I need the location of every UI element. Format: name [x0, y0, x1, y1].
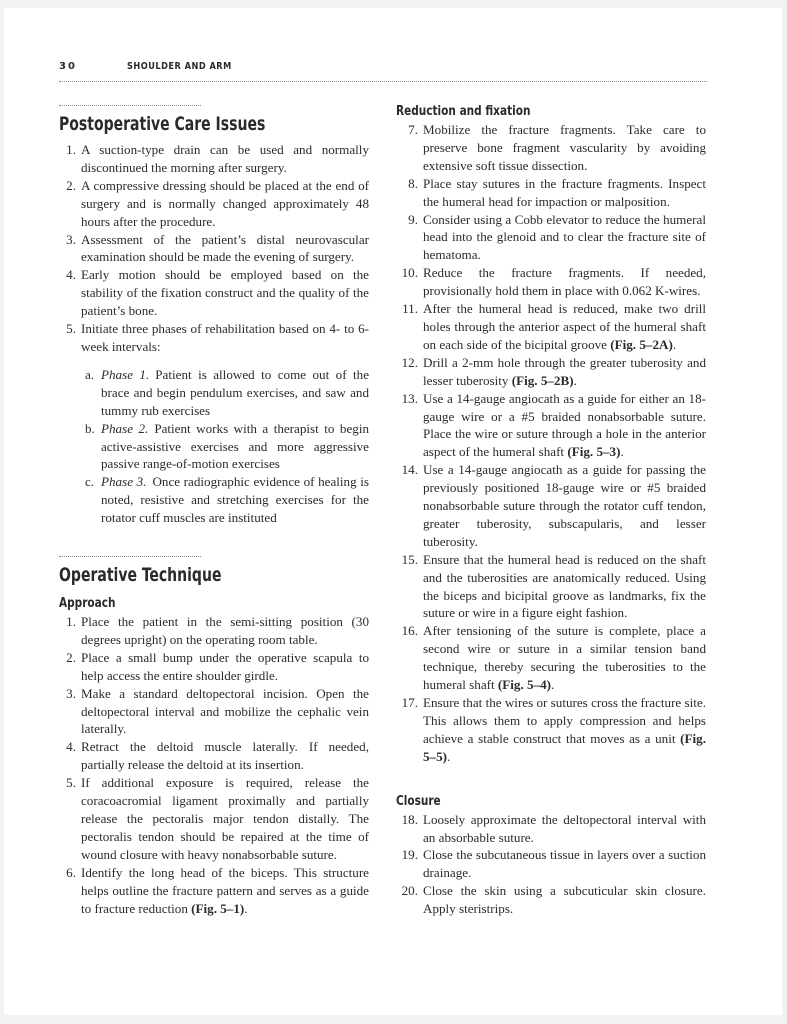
approach-list [59, 613, 369, 917]
phase-item: b. Phase 2. Patient works with a therapist to begin active-assistive exercises and more aggressive passive range-of-motion exercises [85, 420, 370, 472]
figure-reference[interactable]: (Fig. 5–2A) [610, 336, 673, 352]
rehab-phases-list [59, 366, 369, 527]
phase-item: c. Phase 3. Once radiographic evidence of healing is noted, resistive and stretching exercises for the rotator cuff muscles are instituted [85, 474, 369, 526]
figure-reference[interactable]: (Fig. 5–1) [191, 900, 245, 916]
list-item: 5. Initiate three phases of rehabilitation based on 4- to 6-week intervals: [66, 321, 369, 354]
reduction-list [396, 121, 706, 766]
reduction-heading: Reduction and fixation [396, 103, 531, 119]
list-item: 20. Close the skin using a subcuticular skin closure. Apply steristrips. [401, 883, 706, 917]
page-number: 30 [59, 61, 77, 72]
list-item: 19. Close the subcutaneous tissue in layers over a suction drainage. [401, 847, 706, 881]
postoperative-heading: Postoperative Care Issues [59, 113, 266, 135]
running-head [59, 59, 707, 82]
postoperative-list [59, 141, 369, 356]
list-item: 7. Mobilize the fracture fragments. Take care to preserve bone fragment vascularity by avoiding extensive soft tissue dissection. [408, 122, 706, 173]
right-column [396, 96, 706, 918]
section-divider [59, 556, 201, 557]
list-item: 4. Retract the deltoid muscle laterally. If needed, partially release the deltoid at its insertion. [66, 739, 369, 773]
list-item: 5. If additional exposure is required, release the coracoacromial ligament proximally and partially release the pectoralis major tendon distally. The pectoralis tendon should be repaired at the time of wound closure with heavy nonabsorbable suture. [66, 775, 369, 862]
section-divider [59, 105, 201, 106]
list-item: 11. After the humeral head is reduced, make two drill holes through the anterior aspect of the humeral shaft on each side of the bicipital groove (Fig. 5–2A). [402, 301, 706, 352]
list-item: 17. Ensure that the wires or sutures cross the fracture site. This allows them to apply compression and helps achieve a stable construct that moves as a unit (Fig. 5–5). [401, 695, 706, 764]
closure-list [396, 811, 706, 918]
list-item: 3. Assessment of the patient’s distal neurovascular examination should be made the evening of surgery. [66, 231, 369, 265]
list-item: 12. Drill a 2-mm hole through the greater tuberosity and lesser tuberosity (Fig. 5–2B). [401, 354, 706, 388]
list-item: 16. After tensioning of the suture is complete, place a second wire or suture in a similar tension band technique, thereby securing the tuberosities to the humeral shaft (Fig. 5–4). [401, 623, 706, 693]
list-item: 1. Place the patient in the semi-sitting position (30 degrees upright) on the operating room table. [66, 614, 369, 647]
list-item: 10. Reduce the fracture fragments. If needed, provisionally hold them in place with 0.062 K-wires. [401, 265, 706, 299]
figure-reference[interactable]: (Fig. 5–3) [567, 444, 621, 460]
list-item: 14. Use a 14-gauge angiocath as a guide for passing the previously positioned 18-gauge wire or #5 braided nonabsorbable suture through the rotator cuff tendon, greater tuberosity, subscapularis, and lesser tuberosity. [401, 462, 706, 549]
list-item: 1. A suction-type drain can be used and normally discontinued the morning after surgery. [66, 142, 369, 175]
list-item: 9. Consider using a Cobb elevator to reduce the humeral head into the glenoid and to clear the fracture site of hematoma. [408, 211, 706, 263]
figure-reference[interactable]: (Fig. 5–5) [423, 730, 706, 764]
phase-item: a. Phase 1. Patient is allowed to come out of the brace and begin pendulum exercises, and saw and tummy rub exercises [85, 366, 370, 418]
list-item: 8. Place stay sutures in the fracture fragments. Inspect the humeral head for impaction or malposition. [408, 175, 706, 209]
chapter-title: SHOULDER AND ARM [127, 61, 232, 72]
operative-heading: Operative Technique [59, 564, 222, 587]
list-item: 18. Loosely approximate the deltopectoral interval with an absorbable suture. [401, 811, 706, 845]
list-item: 4. Early motion should be employed based on the stability of the fixation construct and the quality of the patient’s bone. [66, 267, 369, 319]
list-item: 6. Identify the long head of the biceps. This structure helps outline the fracture pattern and serves as a guide to fracture reduction (Fig. 5–1). [66, 864, 369, 916]
list-item: 3. Make a standard deltopectoral incision. Open the deltopectoral interval and mobilize the cephalic vein laterally. [66, 685, 369, 737]
left-column [59, 96, 369, 917]
list-item: 2. Place a small bump under the operative scapula to help access the entire shoulder girdle. [66, 649, 369, 683]
list-item: 13. Use a 14-gauge angiocath as a guide for either an 18-gauge wire or a #5 braided nonabsorbable suture. Place the wire or suture through a hole in the anterior aspect of the humeral shaft (Fig. 5–3). [401, 390, 706, 460]
figure-reference[interactable]: (Fig. 5–2B) [511, 372, 574, 388]
closure-heading: Closure [396, 792, 441, 809]
approach-heading: Approach [59, 595, 116, 612]
list-item: 15. Ensure that the humeral head is reduced on the shaft and the tuberosities are anatomically reduced. Using the biceps and bicipital groove as landmarks, fix the suture or wire in a figure eight fashion. [401, 551, 706, 621]
figure-reference[interactable]: (Fig. 5–4) [497, 677, 552, 693]
list-item: 2. A compressive dressing should be placed at the end of surgery and is normally changed approximately 48 hours after the procedure. [66, 177, 369, 229]
